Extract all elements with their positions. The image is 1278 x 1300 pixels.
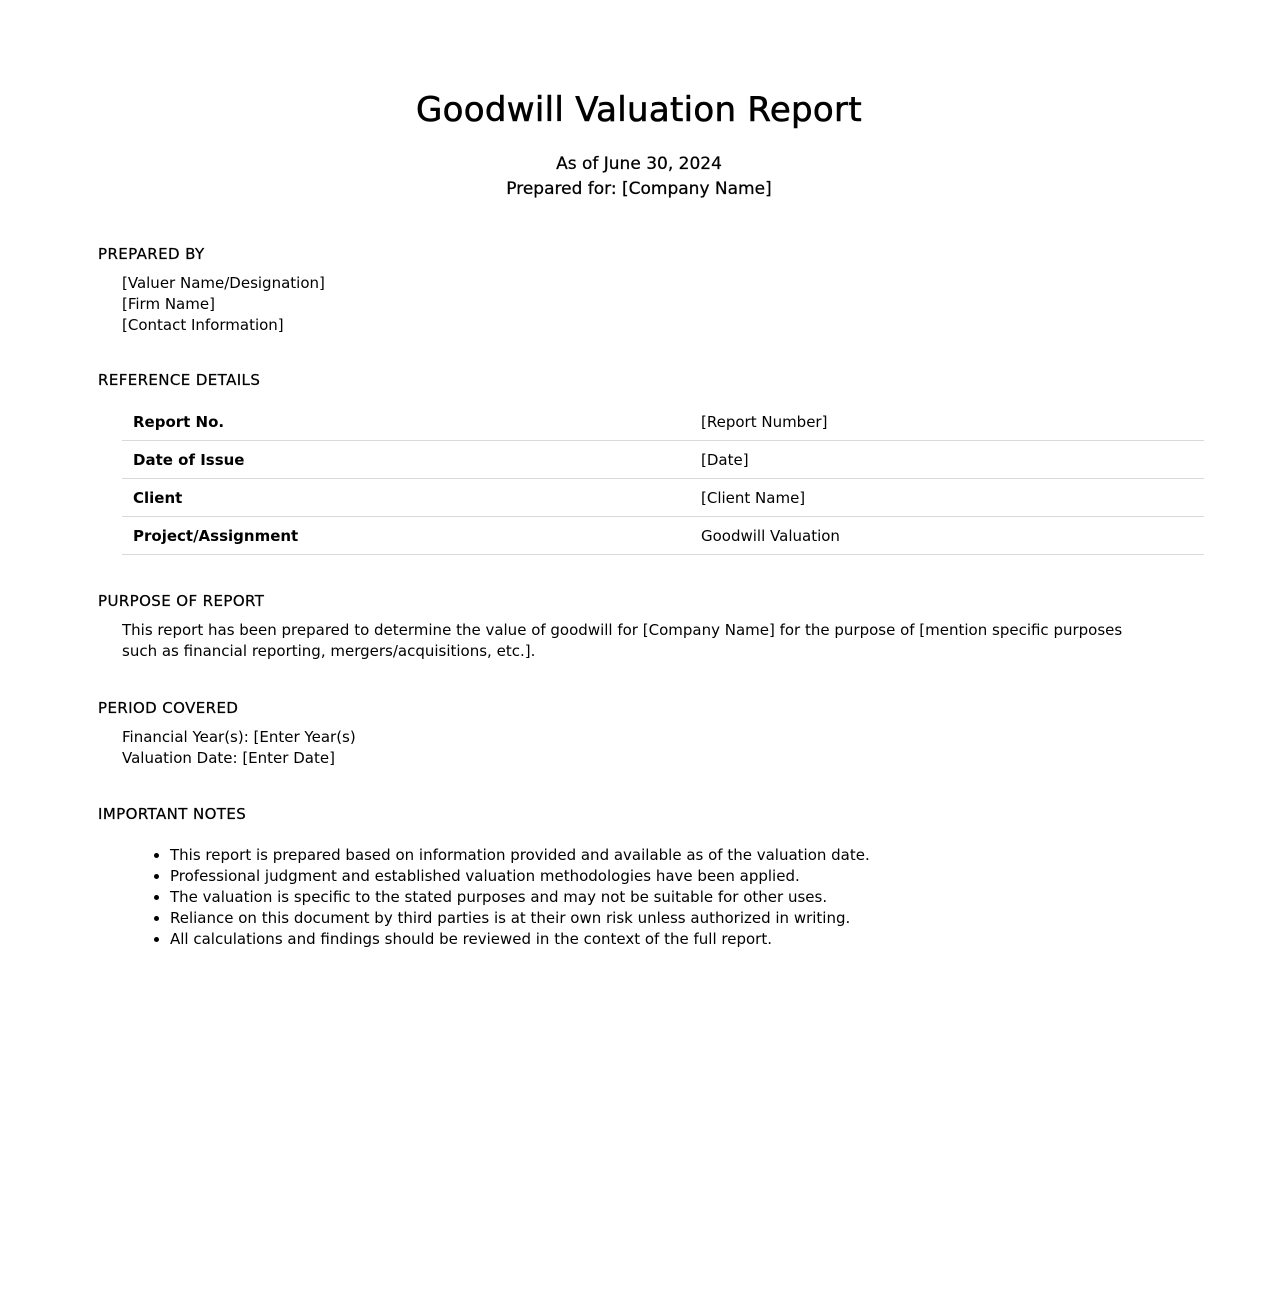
prepared-by-section [98,244,1204,336]
prepared-by-heading: PREPARED BY [98,245,205,263]
list-item: • The valuation is specific to the stated purposes and may not be suitable for other uses. [170,887,1204,908]
as-of-date: As of June 30, 2024 [556,154,722,174]
row-label: Project/Assignment [122,517,690,555]
contact-information: [Contact Information] [122,316,284,334]
table-row [122,403,1204,441]
important-notes-heading: IMPORTANT NOTES [98,805,247,823]
valuer-name: [Valuer Name/Designation] [122,274,325,292]
reference-details-table [122,403,1204,555]
row-value: Goodwill Valuation [690,517,1204,555]
row-value: [Client Name] [690,479,1204,517]
table-row [122,517,1204,555]
list-item: • Professional judgment and established valuation methodologies have been applied. [170,866,1204,887]
row-value: [Date] [690,441,1204,479]
row-label: Client [122,479,690,517]
row-label: Report No. [122,403,690,441]
table-row [122,479,1204,517]
firm-name: [Firm Name] [122,295,215,313]
important-notes-list [98,845,1204,950]
row-value: [Report Number] [690,403,1204,441]
period-covered-heading: PERIOD COVERED [98,699,239,717]
purpose-section [98,591,1204,662]
purpose-text: This report has been prepared to determine the value of goodwill for [Company Name] for the purpose of [mention specific purposes such as financial reporting, mergers/acquisitions, etc.]. [122,621,1123,660]
valuation-date: Valuation Date: [Enter Date] [122,749,335,767]
period-covered-lines [98,727,1204,769]
prepared-by-lines [98,273,1204,336]
list-item: • All calculations and findings should be reviewed in the context of the full report. [170,929,1204,950]
purpose-heading: PURPOSE OF REPORT [98,592,265,610]
financial-years: Financial Year(s): [Enter Year(s) [122,728,356,746]
important-notes-section [98,804,1204,950]
report-subtitle [0,152,1278,202]
reference-details-section [98,370,1204,555]
row-label: Date of Issue [122,441,690,479]
list-item: • Reliance on this document by third parties is at their own risk unless authorized in writing. [170,908,1204,929]
prepared-for: Prepared for: [Company Name] [506,179,772,199]
reference-details-heading: REFERENCE DETAILS [98,371,261,389]
period-covered-section [98,698,1204,769]
list-item: • This report is prepared based on information provided and available as of the valuation date. [170,845,1204,866]
report-title: Goodwill Valuation Report [416,90,862,130]
table-row [122,441,1204,479]
